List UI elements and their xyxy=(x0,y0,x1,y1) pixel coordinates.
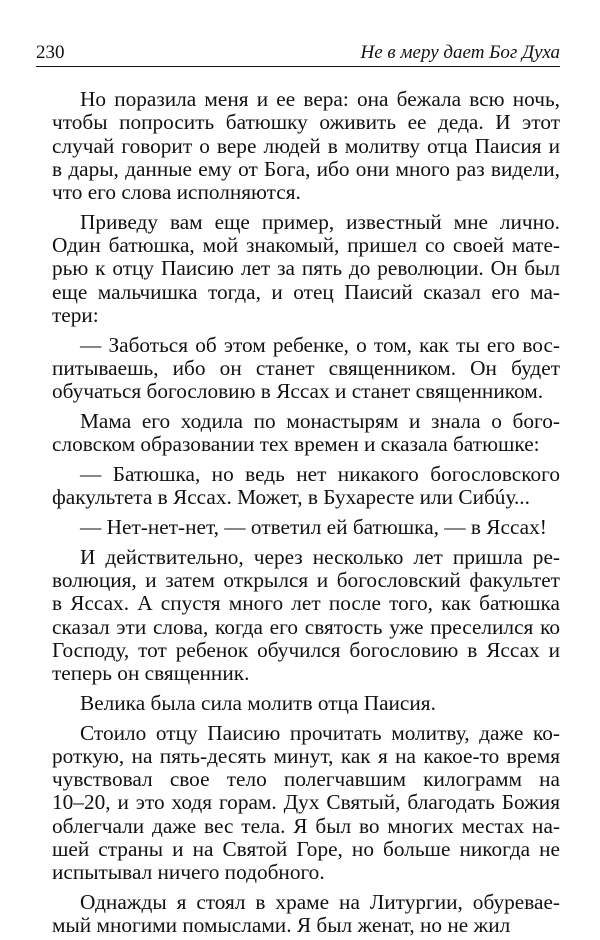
text-line: обучаться богословию в Яссах и станет священником. xyxy=(52,379,544,404)
text-line: чтобы попросить батюшку оживить ее деда. И этот xyxy=(52,110,560,135)
text-line: сказал эти слова, когда его святость уже преселился ко xyxy=(52,614,560,639)
paragraph xyxy=(52,211,560,327)
text-line: еще мальчишка тогда, и отец Паисий сказал его ма- xyxy=(52,279,560,304)
paragraph xyxy=(52,692,560,715)
running-title: Не в меру дает Бог Духа xyxy=(360,42,560,63)
text-line: Но поразила меня и ее вера: она бежала всю ночь, xyxy=(80,87,560,111)
text-line: тери: xyxy=(52,303,99,328)
paragraph xyxy=(52,88,560,204)
text-line: теперь он священник. xyxy=(52,661,250,686)
text-line: Однажды я стоял в храме на Литургии, обуревае- xyxy=(80,890,560,915)
text-line: — Заботься об этом ребенке, о том, как ты его вос- xyxy=(80,332,560,357)
text-line: чувствовал свое тело полегчавшим килограмм на xyxy=(52,767,560,792)
paragraph xyxy=(52,516,560,539)
text-line: случай говорит о вере людей в молитву отца Паисия и xyxy=(52,133,560,158)
text-line: испытывал ничего подобного. xyxy=(52,860,325,885)
text-line: Мама его ходила по монастырям и знала о бого- xyxy=(80,409,560,434)
text-line: Господу, тот ребенок обучился богословию в Яссах и xyxy=(52,637,560,662)
text-line: питываешь, ибо он станет священником. Он будет xyxy=(52,356,560,381)
text-line: Велика была сила молитв отца Паисия. xyxy=(80,690,436,715)
text-line: шей страны и на Святой Горе, но больше никогда не xyxy=(52,837,560,862)
text-line: Стоило отцу Паисию прочитать молитву, даже ко- xyxy=(80,720,560,745)
text-line: роткую, на пять-десять минут, как я на какое-то время xyxy=(52,743,560,768)
paragraph xyxy=(52,546,560,686)
text-line: И действительно, через несколько лет пришла ре- xyxy=(80,544,560,569)
text-line: — Батюшка, но ведь нет никакого богословского xyxy=(80,462,560,487)
text-line: 10–20, и это ходя горам. Дух Святый, благодать Божия xyxy=(52,790,560,815)
text-line: словском образовании тех времен и сказала батюшке: xyxy=(52,432,540,457)
text-line: что его слова исполняются. xyxy=(52,180,301,205)
paragraph xyxy=(52,891,560,938)
text-line: мый многими помыслами. Я был женат, но не жил xyxy=(52,913,511,938)
text-line: в Яссах. А спустя много лет после того, как батюшка xyxy=(52,591,560,616)
paragraph xyxy=(52,334,560,404)
paragraph xyxy=(52,722,560,885)
text-line: волюция, и затем открылся и богословский факультет xyxy=(52,567,560,592)
text-line: Приведу вам еще пример, известный мне лично. xyxy=(80,209,560,234)
text-line: рью к отцу Паисию лет за пять до революции. Он был xyxy=(52,256,560,281)
body-text xyxy=(52,88,560,938)
paragraph xyxy=(52,410,560,457)
text-line: Один батюшка, мой знакомый, пришел со своей мате- xyxy=(52,233,560,258)
text-line: — Нет-нет-нет, — ответил ей батюшка, — в Яссах! xyxy=(80,515,547,539)
paragraph xyxy=(52,463,560,510)
page-number: 230 xyxy=(36,42,65,63)
page-header xyxy=(36,38,560,67)
text-line: в дары, данные ему от Бога, ибо они много раз видели, xyxy=(52,156,560,181)
text-line: факультета в Яссах. Может, в Бухаресте или Сибúу... xyxy=(52,485,530,510)
text-line: облегчали даже вес тела. Я был во многих местах на- xyxy=(52,813,560,838)
